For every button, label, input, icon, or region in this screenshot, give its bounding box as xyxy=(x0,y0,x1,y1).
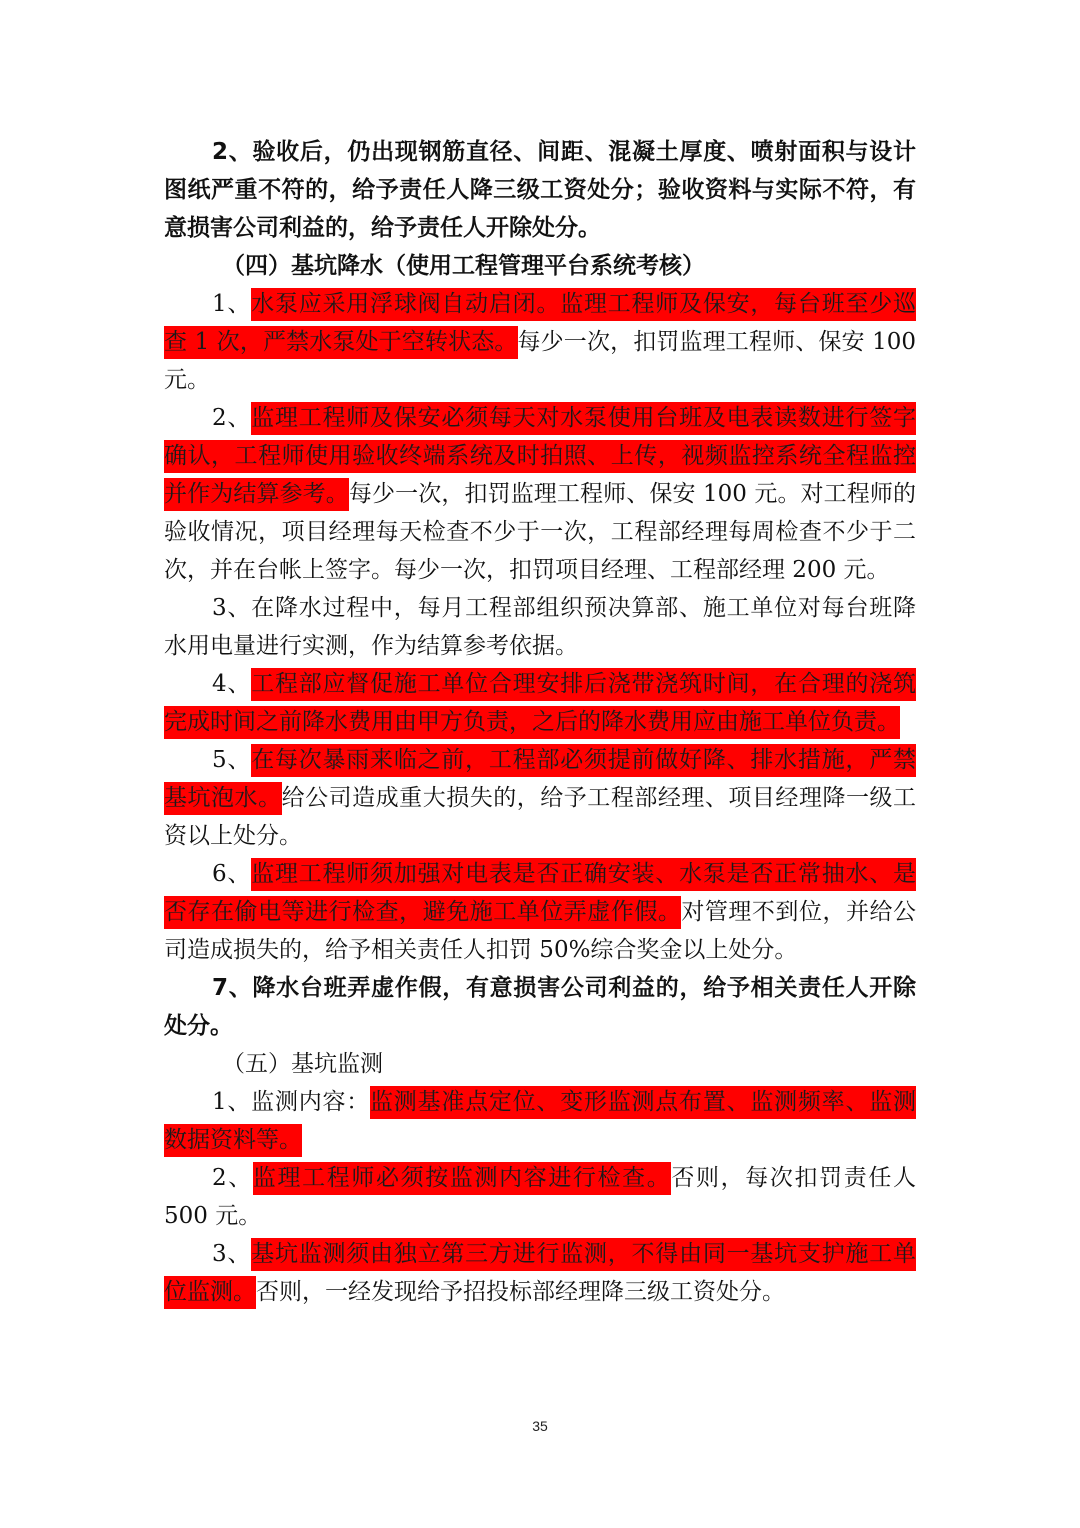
section-heading xyxy=(164,1045,916,1083)
paragraph xyxy=(164,285,916,399)
text-segment: 4、 xyxy=(212,671,252,697)
document-body xyxy=(164,133,916,1311)
text-segment: 每少一次，扣罚监理工程师、保安 100 元。对工程师的验收情况，项目经理每天检查不少于一次，工程部经理每周检查不少于二次，并在台帐上签字。每少一次，扣罚项目经理、工程部经理 200 元。 xyxy=(164,481,917,583)
paragraph xyxy=(164,1159,916,1235)
section-heading xyxy=(164,247,916,285)
highlighted-text: 监理工程师须加强对电表是否正确安装、水泵是否正常抽水、是否存在偷电等进行检查，避免施工单位弄虚作假。 xyxy=(164,858,916,929)
text-segment: 2、验收后，仍出现钢筋直径、间距、混凝土厚度、喷射面积与设计图纸严重不符的，给予责任人降三级工资处分；验收资料与实际不符，有意损害公司利益的，给予责任人开除处分。 xyxy=(164,139,916,241)
highlighted-text: 监理工程师及保安必须每天对水泵使用台班及电表读数进行签字确认，工程师使用验收终端系统及时拍照、上传，视频监控系统全程监控并作为结算参考。 xyxy=(164,402,916,511)
text-segment: 1、 xyxy=(212,291,252,317)
paragraph xyxy=(164,665,916,741)
text-segment: 3、在降水过程中，每月工程部组织预决算部、施工单位对每台班降水用电量进行实测，作为结算参考依据。 xyxy=(164,595,916,659)
highlighted-text: 监测基准点定位、变形监测点布置、监测频率、监测数据资料等。 xyxy=(164,1086,916,1157)
paragraph xyxy=(164,399,916,589)
paragraph xyxy=(164,133,916,247)
text-segment: 1、监测内容： xyxy=(212,1089,371,1115)
paragraph xyxy=(164,855,916,969)
text-segment: 2、 xyxy=(212,1165,253,1191)
text-segment: 否则，一经发现给予招投标部经理降三级工资处分。 xyxy=(256,1279,785,1305)
text-segment: 否则，每次扣罚责任人 500 元。 xyxy=(164,1165,917,1229)
paragraph xyxy=(164,969,916,1045)
text-segment: （四）基坑降水（使用工程管理平台系统考核） xyxy=(222,253,705,279)
paragraph xyxy=(164,1083,916,1159)
highlighted-text: 监理工程师必须按监测内容进行检查。 xyxy=(253,1162,672,1195)
paragraph xyxy=(164,589,916,665)
paragraph xyxy=(164,1235,916,1311)
text-segment: 对管理不到位，并给公司造成损失的，给予相关责任人扣罚 50%综合奖金以上处分。 xyxy=(164,899,917,963)
text-segment: 2、 xyxy=(212,405,252,431)
text-segment: 5、 xyxy=(212,747,252,773)
text-segment: 每少一次，扣罚监理工程师、保安 100 元。 xyxy=(164,329,916,393)
paragraph xyxy=(164,741,916,855)
highlighted-text: 工程部应督促施工单位合理安排后浇带浇筑时间，在合理的浇筑完成时间之前降水费用由甲方负责，之后的降水费用应由施工单位负责。 xyxy=(164,668,916,739)
page-number: 35 xyxy=(532,1418,548,1434)
text-segment: （五）基坑监测 xyxy=(222,1051,383,1077)
highlighted-text: 在每次暴雨来临之前，工程部必须提前做好降、排水措施，严禁基坑泡水。 xyxy=(164,744,916,815)
text-segment: 3、 xyxy=(212,1241,252,1267)
highlighted-text: 水泵应采用浮球阀自动启闭。监理工程师及保安，每台班至少巡查 1 次，严禁水泵处于空转状态。 xyxy=(164,288,916,359)
highlighted-text: 基坑监测须由独立第三方进行监测，不得由同一基坑支护施工单位监测。 xyxy=(164,1238,916,1309)
text-segment: 给公司造成重大损失的，给予工程部经理、项目经理降一级工资以上处分。 xyxy=(164,785,917,849)
text-segment: 7、降水台班弄虚作假，有意损害公司利益的，给予相关责任人开除处分。 xyxy=(164,975,916,1039)
text-segment: 6、 xyxy=(212,861,252,887)
